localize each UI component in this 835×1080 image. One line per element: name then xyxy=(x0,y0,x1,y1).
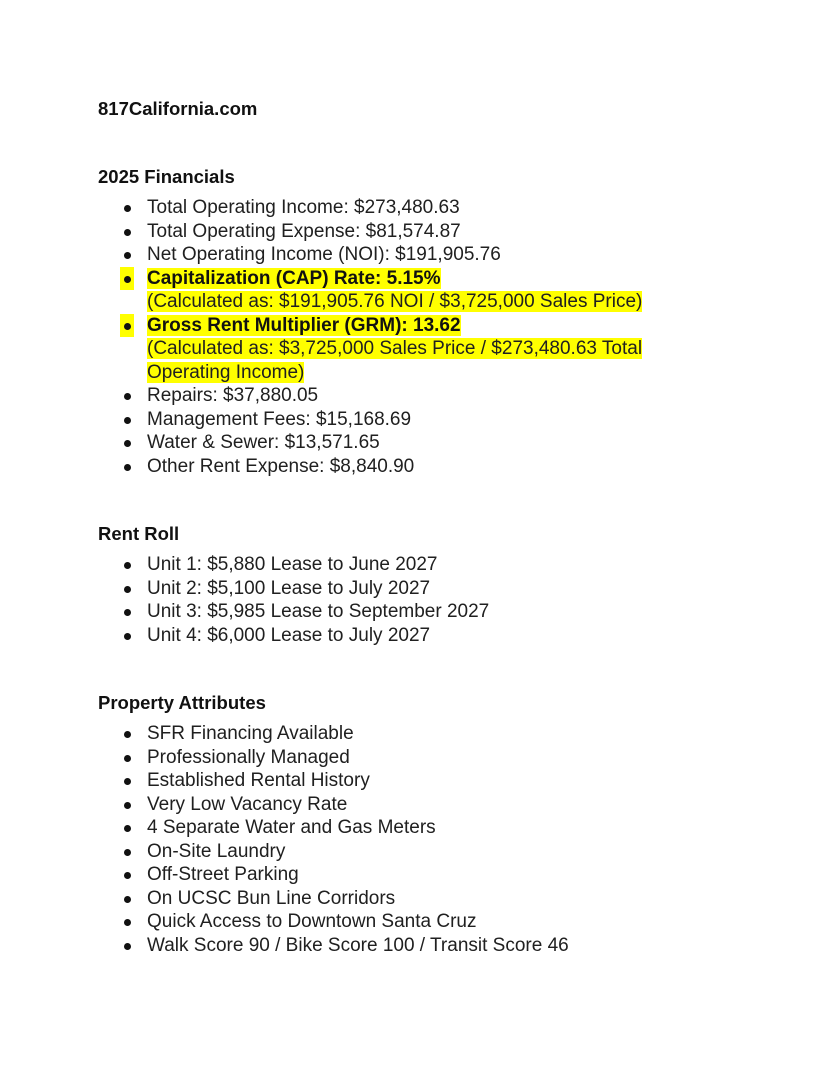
bullet-icon xyxy=(124,755,131,762)
bullet-icon xyxy=(124,849,131,856)
attribute-item: 4 Separate Water and Gas Meters xyxy=(147,817,436,838)
bullet-icon xyxy=(124,464,131,471)
list-item xyxy=(98,863,738,887)
list-item xyxy=(98,196,738,220)
financials-heading: 2025 Financials xyxy=(98,166,235,187)
list-item xyxy=(98,793,738,817)
bullet-icon xyxy=(124,205,131,212)
list-item-cap-rate xyxy=(98,267,738,314)
attribute-item: On UCSC Bun Line Corridors xyxy=(147,887,396,909)
bullet-icon xyxy=(124,919,131,926)
grm-note-line2: Operating Income) xyxy=(147,361,305,383)
bullet-icon xyxy=(124,896,131,903)
document-page xyxy=(98,96,738,957)
list-item xyxy=(98,220,738,244)
property-attributes-heading: Property Attributes xyxy=(98,692,266,713)
bullet-icon xyxy=(124,609,131,616)
list-item xyxy=(98,243,738,267)
list-item xyxy=(98,816,738,840)
attribute-item: Off-Street Parking xyxy=(147,864,299,885)
rent-roll-unit-2: Unit 2: $5,100 Lease to July 2027 xyxy=(147,577,431,599)
grm-note-line1: (Calculated as: $3,725,000 Sales Price / $273,480.63 Total xyxy=(147,338,643,359)
expense-repairs: Repairs: $37,880.05 xyxy=(147,385,319,406)
attribute-item: Walk Score 90 / Bike Score 100 / Transit Score 46 xyxy=(147,934,569,956)
list-item xyxy=(98,910,738,934)
list-item xyxy=(98,455,738,479)
list-item xyxy=(98,722,738,746)
list-item xyxy=(98,769,738,793)
bullet-icon xyxy=(124,229,131,236)
bullet-icon xyxy=(124,417,131,424)
bullet-icon xyxy=(124,252,131,259)
rent-roll-list xyxy=(98,553,738,647)
list-item xyxy=(98,384,738,408)
list-item-grm xyxy=(98,314,738,385)
list-item xyxy=(98,934,738,958)
bullet-icon xyxy=(124,825,131,832)
list-item xyxy=(98,577,738,601)
bullet-icon xyxy=(124,393,131,400)
attribute-item: On-Site Laundry xyxy=(147,840,286,862)
rent-roll-unit-1: Unit 1: $5,880 Lease to June 2027 xyxy=(147,554,438,575)
site-title: 817California.com xyxy=(98,98,258,119)
attribute-item: Quick Access to Downtown Santa Cruz xyxy=(147,911,477,932)
list-item xyxy=(98,624,738,648)
list-item xyxy=(98,431,738,455)
bullet-icon xyxy=(124,586,131,593)
bullet-icon xyxy=(124,778,131,785)
bullet-icon xyxy=(124,633,131,640)
rent-roll-unit-4: Unit 4: $6,000 Lease to July 2027 xyxy=(147,624,431,646)
financials-net-operating-income: Net Operating Income (NOI): $191,905.76 xyxy=(147,244,501,265)
grm-label: Gross Rent Multiplier (GRM): 13.62 xyxy=(147,314,461,336)
property-attributes-list xyxy=(98,722,738,957)
bullet-icon xyxy=(124,276,131,283)
cap-rate-note: (Calculated as: $191,905.76 NOI / $3,725,000 Sales Price) xyxy=(147,291,643,312)
bullet-icon xyxy=(124,731,131,738)
list-item xyxy=(98,408,738,432)
financials-total-operating-income: Total Operating Income: $273,480.63 xyxy=(147,197,460,218)
expense-water-sewer: Water & Sewer: $13,571.65 xyxy=(147,432,380,453)
bullet-icon xyxy=(124,562,131,569)
bullet-icon xyxy=(124,943,131,950)
rent-roll-unit-3: Unit 3: $5,985 Lease to September 2027 xyxy=(147,601,490,622)
list-item xyxy=(98,600,738,624)
financials-list xyxy=(98,196,738,478)
expense-other-rent: Other Rent Expense: $8,840.90 xyxy=(147,455,415,477)
list-item xyxy=(98,887,738,911)
rent-roll-heading: Rent Roll xyxy=(98,523,180,544)
expense-management-fees: Management Fees: $15,168.69 xyxy=(147,408,412,430)
attribute-item: SFR Financing Available xyxy=(147,723,354,744)
financials-total-operating-expense: Total Operating Expense: $81,574.87 xyxy=(147,220,461,242)
cap-rate-label: Capitalization (CAP) Rate: 5.15% xyxy=(147,267,441,289)
attribute-item: Very Low Vacancy Rate xyxy=(147,793,348,815)
list-item xyxy=(98,840,738,864)
attribute-item: Established Rental History xyxy=(147,770,370,791)
bullet-icon xyxy=(124,802,131,809)
attribute-item: Professionally Managed xyxy=(147,746,350,768)
list-item xyxy=(98,746,738,770)
bullet-icon xyxy=(124,440,131,447)
list-item xyxy=(98,553,738,577)
bullet-icon xyxy=(124,872,131,879)
bullet-icon xyxy=(124,323,131,330)
